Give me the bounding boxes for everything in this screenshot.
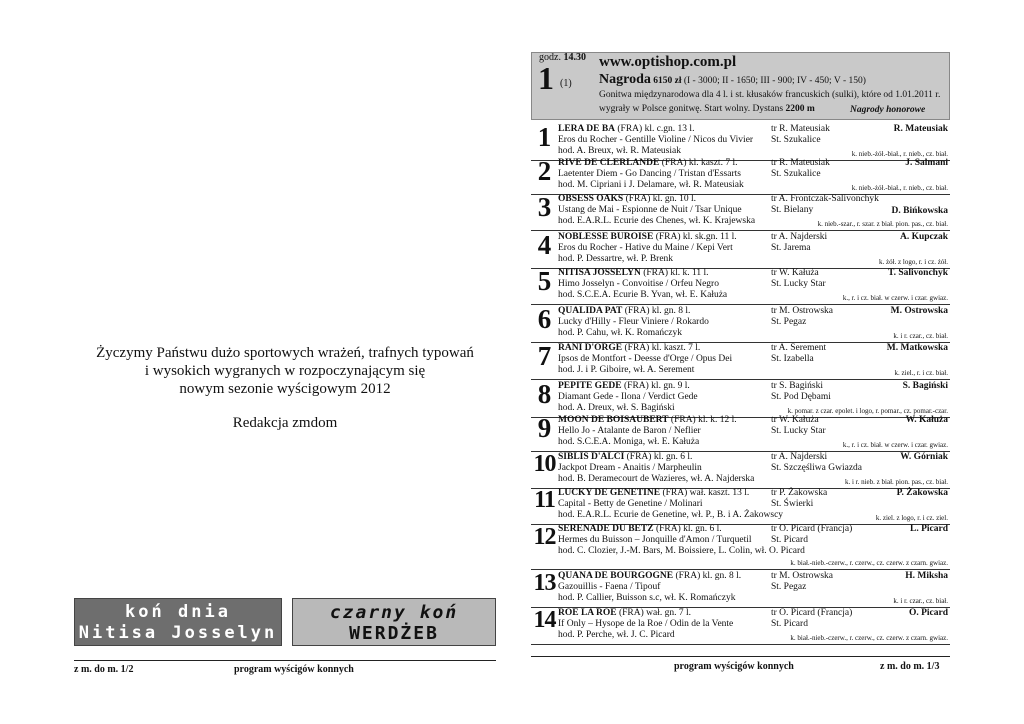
horse-pedigree: If Only – Hysope de la Roe / Odin de la Vente xyxy=(558,619,734,629)
horse-description: (FRA) kl. gn. 6 l. xyxy=(626,452,693,462)
entry-title xyxy=(558,306,690,317)
horse-pedigree: Eros du Rocher - Hative du Maine / Kepi Vert xyxy=(558,243,733,253)
race-conditions-text: wygrały w Polsce gonitwę. Start wolny. Dystans xyxy=(599,104,784,114)
stable: St. Picard xyxy=(771,535,808,545)
entry-number: 11 xyxy=(534,487,555,513)
entry-number: 7 xyxy=(537,341,552,371)
entry-title xyxy=(558,232,737,243)
horse-name: RIVE DE CLERLANDE xyxy=(558,158,660,168)
trainer: tr W. Kałuża xyxy=(771,268,819,278)
horse-pedigree: Hello Jo - Atalante de Baron / Neflier xyxy=(558,426,701,436)
entry-number: 1 xyxy=(537,122,552,152)
sponsor-website: www.optishop.com.pl xyxy=(599,54,737,70)
left-footer-rule xyxy=(74,660,496,661)
race-time-label: godz. xyxy=(539,52,561,63)
racing-colors: k. biał.-nieb.-czerw., r. czerw., cz. czerw. z czarn. gwiaz. xyxy=(790,559,948,567)
horse-owner: hod. S.C.E.A. Moniga, wł. E. Kałuża xyxy=(558,437,700,447)
horse-owner: hod. M. Cipriani i J. Delamare, wł. R. Mateusiak xyxy=(558,180,744,190)
horse-name: LUCKY DE GENETINE xyxy=(558,488,661,498)
trainer: tr O. Picard (Francja) xyxy=(771,608,853,618)
jockey: W. Kałuża xyxy=(905,415,948,425)
prize-split: (I - 3000; II - 1650; III - 900; IV - 450; V - 150) xyxy=(683,76,866,86)
entry-title xyxy=(558,381,690,392)
trainer: tr P. Żakowska xyxy=(771,488,828,498)
jockey: D. Bińkowska xyxy=(891,206,948,216)
race-number-sub: (1) xyxy=(560,78,572,89)
editor-signature: Redakcja zmdom xyxy=(232,415,338,431)
horse-of-day-box xyxy=(74,598,282,646)
jockey: M. Ostrowska xyxy=(890,306,948,316)
race-time-value: 14.30 xyxy=(563,52,586,63)
entry-title xyxy=(558,268,709,279)
entry-number: 3 xyxy=(537,192,552,222)
trainer: tr A. Najderski xyxy=(771,452,828,462)
stable: St. Świerki xyxy=(771,499,814,509)
horse-description: (FRA) wał. gn. 7 l. xyxy=(618,608,692,618)
horse-pedigree: Diamant Gede - Ilona / Verdict Gede xyxy=(558,392,698,402)
horse-pedigree: Eros du Rocher - Gentille Violine / Nicos du Vivier xyxy=(558,135,754,145)
horse-pedigree: Ustang de Mai - Espionne de Nuit / Tsar Unique xyxy=(558,205,742,215)
horse-name: SERENADE DU BETZ xyxy=(558,524,654,534)
entry-number: 4 xyxy=(537,230,552,260)
trainer: tr M. Ostrowska xyxy=(771,306,834,316)
horse-name: LERA DE BA xyxy=(558,124,616,134)
trainer: tr A. Najderski xyxy=(771,232,828,242)
wishes-line: Życzymy Państwu dużo sportowych wrażeń, trafnych typowań xyxy=(96,345,474,361)
right-footer-rule xyxy=(531,656,950,657)
racing-colors: k. żół. z logo, r. i cz. żół. xyxy=(878,258,948,266)
entry-number: 5 xyxy=(537,266,552,296)
horse-owner: hod. A. Breux, wł. R. Mateusiak xyxy=(558,146,681,156)
entry-row xyxy=(531,306,950,343)
entry-number: 12 xyxy=(533,524,556,550)
dark-horse-box xyxy=(292,598,496,646)
entry-title xyxy=(558,452,692,463)
horse-owner: hod. B. Deramecourt de Wazieres, wł. A. Najderska xyxy=(558,474,755,484)
jockey: P. Żakowska xyxy=(896,488,948,498)
trainer: tr W. Kałuża xyxy=(771,415,819,425)
horse-description: (FRA) kl. sk.gn. 11 l. xyxy=(655,232,737,242)
horse-name: SIBLIS D'ALCI xyxy=(558,452,625,462)
horse-owner: hod. P. Dessartre, wł. P. Brenk xyxy=(558,254,674,264)
horse-name: PEPITE GEDE xyxy=(558,381,622,391)
wishes-line: i wysokich wygranych w rozpoczynającym się xyxy=(144,363,426,379)
entry-divider xyxy=(531,644,950,645)
horse-name: QUALIDA PAT xyxy=(558,306,623,316)
stable: St. Lucky Star xyxy=(771,279,826,289)
horse-description: (FRA) kl. gn. 10 l. xyxy=(625,194,697,204)
entry-divider xyxy=(531,379,950,380)
entry-row xyxy=(531,268,950,305)
racing-colors: k. i r. nieb. z biał. pion. pas., cz. biał. xyxy=(844,478,948,486)
jockey: H. Miksha xyxy=(905,571,948,581)
horse-pedigree: Lucky d'Hilly - Fleur Viniere / Rokardo xyxy=(558,317,709,327)
racing-colors: k. i r. czar., cz. biał. xyxy=(893,597,948,605)
horse-pedigree: Ipsos de Montfort - Deesse d'Orge / Opus Dei xyxy=(558,354,733,364)
entry-title xyxy=(558,608,691,619)
racing-colors: k., r. i cz. biał. w czerw. i czar. gwiaz. xyxy=(842,441,948,449)
stable: St. Jarema xyxy=(771,243,811,253)
racing-colors: k. nieb.-szar., r. szar. z biał. pion. pas., cz. biał. xyxy=(817,220,948,228)
horse-name: NITISA JOSSELYN xyxy=(558,268,641,278)
entry-row xyxy=(531,194,950,231)
trainer: tr O. Picard (Francja) xyxy=(771,524,853,534)
entry-divider xyxy=(531,230,950,231)
stable: St. Izabella xyxy=(771,354,814,364)
stable: St. Szukalice xyxy=(771,169,821,179)
entry-number: 10 xyxy=(533,451,556,477)
right-page-number: z m. do m. 1/3 xyxy=(880,661,940,672)
racing-colors: k. i r. czar., cz. biał. xyxy=(893,332,948,340)
race-number: 1 xyxy=(538,60,554,96)
horse-pedigree: Jackpot Dream - Anaitis / Marpheulin xyxy=(558,463,702,473)
jockey: T. Salivonchyk xyxy=(887,268,948,278)
horse-description: (FRA) kl. c.gn. 13 l. xyxy=(617,124,695,134)
horse-description: (FRA) kl. gn. 8 l. xyxy=(624,306,691,316)
horse-name: ROE LA ROE xyxy=(558,608,617,618)
dark-horse-name: WERDŻEB xyxy=(349,623,439,644)
stable: St. Pegaz xyxy=(771,582,807,592)
entry-number: 13 xyxy=(533,570,556,596)
stable: St. Lucky Star xyxy=(771,426,826,436)
horse-owner: hod. S.C.E.A. Ecurie B. Yvan, wł. E. Kałuża xyxy=(558,290,728,300)
racing-colors: k. ziel. z logo, r. i cz. ziel. xyxy=(875,514,948,522)
horse-description: (FRA) wał. kaszt. 13 l. xyxy=(662,488,750,498)
trainer: tr S. Bagiński xyxy=(771,381,823,391)
entry-row xyxy=(531,452,950,489)
horse-description: (FRA) kl. gn. 6 l. xyxy=(655,524,722,534)
entry-title xyxy=(558,194,696,205)
racing-colors: k. nieb.-żół.-biał., r. nieb., cz. biał. xyxy=(851,150,948,158)
trainer: tr R. Mateusiak xyxy=(771,124,830,134)
horse-name: MOON DE BOISAUBERT xyxy=(558,415,669,425)
racing-colors: k. nieb.-żół.-biał., r. nieb., cz. biał. xyxy=(851,184,948,192)
jockey: L. Picard xyxy=(910,524,948,534)
entry-row xyxy=(531,158,950,195)
trainer: tr M. Ostrowska xyxy=(771,571,834,581)
trainer: tr R. Mateusiak xyxy=(771,158,830,168)
horse-name: QUANA DE BOURGOGNE xyxy=(558,571,674,581)
jockey: W. Górniak xyxy=(900,452,948,462)
stable: St. Picard xyxy=(771,619,808,629)
entry-number: 14 xyxy=(533,607,556,633)
entry-divider xyxy=(531,569,950,570)
jockey: O. Picard xyxy=(908,608,948,618)
horse-description: (FRA) kl. k. 11 l. xyxy=(643,268,709,278)
entry-row xyxy=(531,381,950,418)
racing-colors: k., r. i cz. biał. w czerw. i czar. gwiaz. xyxy=(842,294,948,302)
entry-divider xyxy=(531,304,950,305)
race-conditions-2 xyxy=(599,104,815,114)
racing-colors: k. biał.-nieb.-czerw., r. czerw., cz. czerw. z czarn. gwiaz. xyxy=(790,634,948,642)
entry-title xyxy=(558,571,741,582)
left-page-number: z m. do m. 1/2 xyxy=(74,664,134,675)
horse-pedigree: Capital - Betty de Genetine / Molinari xyxy=(558,499,703,509)
entry-row xyxy=(531,343,950,380)
left-footer-title: program wyścigów konnych xyxy=(234,664,354,675)
racing-colors: k. pomar. z czar. epolet. i logo, r. pomar., cz. pomar.-czar. xyxy=(787,407,948,415)
jockey: S. Bagiński xyxy=(902,381,948,391)
entry-title xyxy=(558,158,737,169)
horse-name: NOBLESSE BUROISE xyxy=(558,232,654,242)
jockey: A. Kupczak xyxy=(899,232,948,242)
stable: St. Szukalice xyxy=(771,135,821,145)
stable: St. Bielany xyxy=(771,205,814,215)
entry-row xyxy=(531,488,950,525)
entry-row xyxy=(531,415,950,452)
horse-owner: hod. P. Perche, wł. J. C. Picard xyxy=(558,630,675,640)
horse-description: (FRA) kl. gn. 9 l. xyxy=(624,381,690,391)
horse-pedigree: Hermes du Buisson – Jonquille d'Amon / Turquetil xyxy=(558,535,752,545)
horse-description: (FRA) kl. kaszt. 7 l. xyxy=(624,343,701,353)
racing-colors: k. ziel., r. i cz. biał. xyxy=(894,369,948,377)
jockey: J. Salmani xyxy=(905,158,948,168)
horse-pedigree: Gazouillis - Faena / Tipouf xyxy=(558,582,661,592)
entry-title xyxy=(558,524,722,535)
entry-title xyxy=(558,415,737,426)
horse-name: OBSESS OAKS xyxy=(558,194,624,204)
entry-title xyxy=(558,124,694,135)
entry-title xyxy=(558,488,749,499)
horse-name: RANI D'ORGE xyxy=(558,343,623,353)
horse-description: (FRA) kl. kaszt. 7 l. xyxy=(661,158,738,168)
entry-title xyxy=(558,343,700,354)
entry-row xyxy=(531,608,950,645)
horse-description: (FRA) kl. gn. 8 l. xyxy=(675,571,742,581)
wishes-text xyxy=(60,344,510,432)
trainer: tr A. Serement xyxy=(771,343,827,353)
honor-prizes: Nagrody honorowe xyxy=(850,105,926,115)
trainer: tr A. Frontczak-Salivonchyk xyxy=(771,194,879,204)
horse-owner: hod. C. Clozier, J.-M. Bars, M. Boissiere, L. Colin, wł. O. Picard xyxy=(558,546,805,556)
jockey: M. Matkowska xyxy=(886,343,948,353)
horse-owner: hod. E.A.R.L. Ecurie des Chenes, wł. K. Krajewska xyxy=(558,216,756,226)
entry-number: 9 xyxy=(537,413,552,443)
right-footer-title: program wyścigów konnych xyxy=(674,661,794,672)
horse-owner: hod. E.A.R.L. Ecurie de Genetine, wł. P., B. i A. Żakowscy xyxy=(558,510,784,520)
horse-pedigree: Himo Josselyn - Convoitise / Orfeu Negro xyxy=(558,279,719,289)
horse-of-day-title: koń dnia xyxy=(125,602,231,622)
horse-owner: hod. P. Cahu, wł. K. Romańczyk xyxy=(558,328,683,338)
prize-name: Nagroda xyxy=(599,72,651,87)
horse-owner: hod. J. i P. Giboire, wł. A. Serement xyxy=(558,365,695,375)
entry-row xyxy=(531,524,950,571)
horse-owner: hod. P. Callier, Buisson s.c, wł. K. Romańczyk xyxy=(558,593,736,603)
race-conditions: Gonitwa międzynarodowa dla 4 l. i st. kłusaków francuskich (sulki), które od 1.01.2011 r. xyxy=(599,90,941,100)
stable: St. Szczęśliwa Gwiazda xyxy=(771,463,863,473)
wishes-line: nowym sezonie wyścigowym 2012 xyxy=(179,381,391,397)
stable: St. Pod Dębami xyxy=(771,392,831,402)
entry-number: 2 xyxy=(537,156,552,186)
entry-row xyxy=(531,232,950,269)
entry-row xyxy=(531,124,950,161)
stable: St. Pegaz xyxy=(771,317,807,327)
horse-pedigree: Laetenter Diem - Go Dancing / Tristan d'Essarts xyxy=(558,169,741,179)
entry-row xyxy=(531,571,950,608)
horse-of-day-name: Nitisa Josselyn xyxy=(78,623,278,643)
horse-owner: hod. A. Dreux, wł. S. Bagiński xyxy=(558,403,675,413)
entry-number: 6 xyxy=(537,304,552,334)
prize-amount: 6150 zł xyxy=(653,76,682,86)
race-distance: 2200 m xyxy=(785,104,815,114)
race-prize xyxy=(599,72,866,88)
dark-horse-title: czarny koń xyxy=(329,602,459,623)
jockey: R. Mateusiak xyxy=(893,124,948,134)
horse-description: (FRA) kl. k. 12 l. xyxy=(670,415,737,425)
entry-number: 8 xyxy=(537,379,552,409)
